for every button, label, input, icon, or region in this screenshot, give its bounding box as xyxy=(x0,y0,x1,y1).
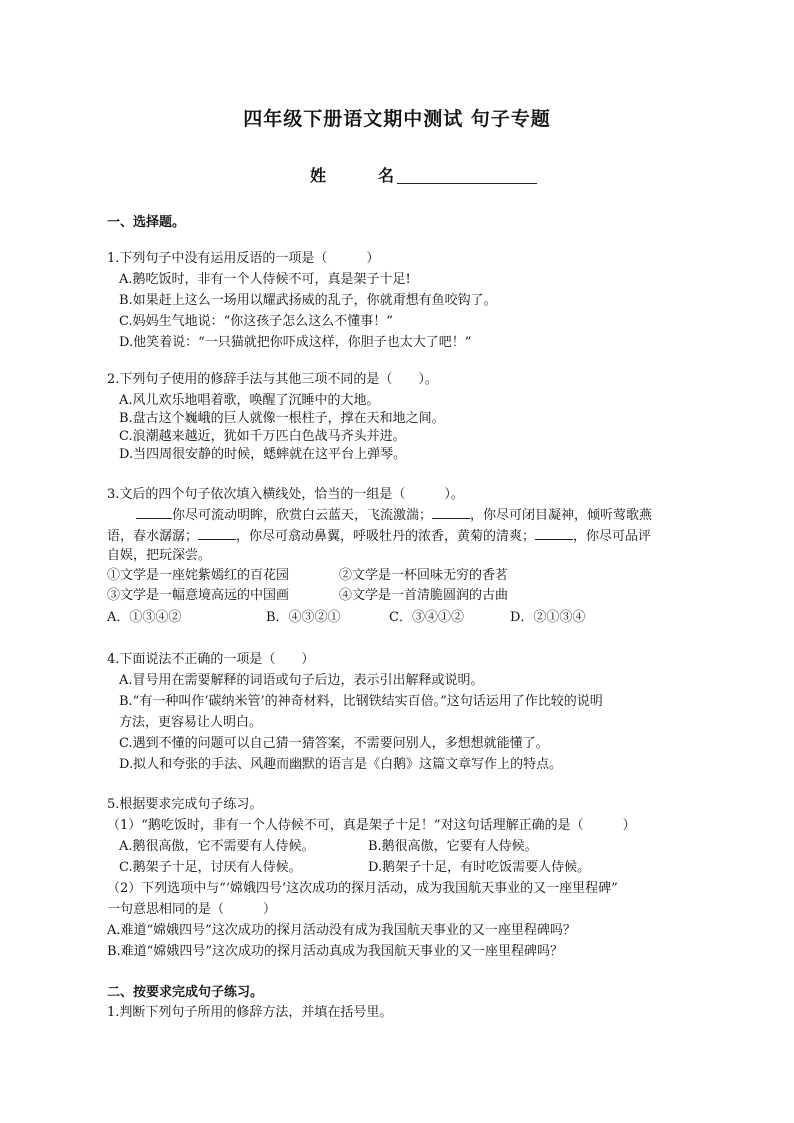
q5-sub2-stem-line-1: （2）下列选项中与“‘嫦娥四号’这次成功的探月活动，成为我国航天事业的又一座里程碑” xyxy=(107,881,618,896)
section-1-heading: 一、选择题。 xyxy=(107,215,186,230)
q2-option-a: A.风儿欢乐地唱着歌，唤醒了沉睡中的大地。 xyxy=(119,393,380,408)
q4-option-b-line-2: 方法，更容易让人明白。 xyxy=(119,715,263,730)
q3-passage-line-2 xyxy=(107,527,651,545)
q3-option-c: C．③④①② xyxy=(389,610,464,625)
q4-option-c: C.遇到不懂的问题可以自己猜一猜答案，不需要问别人，多想想就能懂了。 xyxy=(119,736,549,751)
q3-sentence-2: ②文学是一杯回味无穷的香茗 xyxy=(339,568,509,583)
name-field-label xyxy=(310,163,394,186)
q3-sentence-3: ③文学是一幅意境高远的中国画 xyxy=(107,588,290,603)
q1-stem: 1.下列句子中没有运用反语的一项是（ ） xyxy=(107,251,380,266)
q4-option-b-line-1: B.“有一种叫作‘碳纳米管’的神奇材料，比钢铁结实百倍。”这句话运用了作比较的说明 xyxy=(119,694,603,709)
q3-option-b: B．④③②① xyxy=(266,610,341,625)
q3-blank-1[interactable] xyxy=(136,506,172,519)
s2-q1-stem: 1.判断下列句子所用的修辞方法，并填在括号里。 xyxy=(107,1005,393,1020)
q5-sub1-stem: （1）“鹅吃饭时，非有一个人侍候不可，真是架子十足！”对这句话理解正确的是（ ） xyxy=(107,818,636,833)
q3-passage-part: ，你尽可闭目凝神，倾听莺歌燕 xyxy=(470,508,653,523)
q5-stem: 5.根据要求完成句子练习。 xyxy=(107,797,263,812)
section-2-heading: 二、按要求完成句子练习。 xyxy=(107,985,264,1000)
name-label-char-2: 名 xyxy=(378,166,395,185)
q5-sub2-stem-line-2: 一句意思相同的是（ ） xyxy=(107,902,277,917)
q3-blank-3[interactable] xyxy=(198,527,236,540)
q1-option-b: B.如果赶上这么一场用以耀武扬威的乱子，你就甭想有鱼咬钩了。 xyxy=(119,293,497,308)
q3-passage-part: 你尽可流动明眸，欣赏白云蓝天，飞流激湍； xyxy=(172,508,433,523)
q3-blank-2[interactable] xyxy=(432,506,470,519)
q1-option-c: C.妈妈生气地说：“你这孩子怎么这么不懂事！” xyxy=(119,314,393,329)
q5-sub1-option-b: B.鹅很高傲，它要有人侍候。 xyxy=(368,839,538,854)
q3-option-a: A．①③④② xyxy=(107,610,182,625)
page-title: 四年级下册语文期中测试 句子专题 xyxy=(243,108,551,130)
q5-sub1-option-d: D.鹅架子十足，有时吃饭需要人侍候。 xyxy=(368,860,591,875)
q3-passage-line-3: 自娱，把玩深尝。 xyxy=(107,548,212,563)
q3-passage-part: 语，春水潺潺； xyxy=(107,529,199,544)
q3-passage-part: ，你尽可翕动鼻翼，呼吸牡丹的浓香，黄菊的清爽； xyxy=(236,529,536,544)
q3-blank-4[interactable] xyxy=(535,527,573,540)
q4-stem: 4.下面说法不正确的一项是（ ） xyxy=(107,652,315,667)
q2-option-c: C.浪潮越来越近，犹如千万匹白色战马齐头并进。 xyxy=(119,429,406,444)
q3-sentence-4: ④文学是一首清脆圆润的古曲 xyxy=(339,588,509,603)
q3-option-d: D．②①③④ xyxy=(510,610,586,625)
q2-option-b: B.盘古这个巍峨的巨人就像一根柱子，撑在天和地之间。 xyxy=(119,411,445,426)
q1-option-a: A.鹅吃饭时，非有一个人侍候不可，真是架子十足! xyxy=(119,272,411,287)
q5-sub2-option-a: A.难道“嫦娥四号”这次成功的探月活动没有成为我国航天事业的又一座里程碑吗？ xyxy=(107,923,576,938)
name-label-char-1: 姓 xyxy=(310,166,327,185)
q4-option-a: A.冒号用在需要解释的词语或句子后边，表示引出解释或说明。 xyxy=(119,673,484,688)
q3-passage-part: ，你尽可品评 xyxy=(573,529,652,544)
q5-sub2-option-b: B.难道“嫦娥四号”这次成功的探月活动真成为我国航天事业的又一座里程碑吗？ xyxy=(107,944,563,959)
q3-passage-line-1 xyxy=(136,506,652,524)
q4-option-d: D.拟人和夸张的手法、风趣而幽默的语言是《白鹅》这篇文章写作上的特点。 xyxy=(119,757,563,772)
name-blank-line[interactable] xyxy=(397,183,537,184)
q5-sub1-option-a: A.鹅很高傲，它不需要有人侍候。 xyxy=(119,839,315,854)
q2-option-d: D.当四周很安静的时候，蟋蟀就在这平台上弹琴。 xyxy=(119,447,407,462)
q1-option-d: D.他笑着说：“一只猫就把你吓成这样，你胆子也太大了吧！” xyxy=(119,335,472,350)
q2-stem: 2.下列句子使用的修辞手法与其他三项不同的是（ ）。 xyxy=(107,372,438,387)
q5-sub1-option-c: C.鹅架子十足，讨厌有人侍候。 xyxy=(119,860,302,875)
q3-stem: 3.文后的四个句子依次填入横线处，恰当的一组是（ ）。 xyxy=(107,487,464,502)
q3-sentence-1: ①文学是一座姹紫嫣红的百花园 xyxy=(107,568,290,583)
